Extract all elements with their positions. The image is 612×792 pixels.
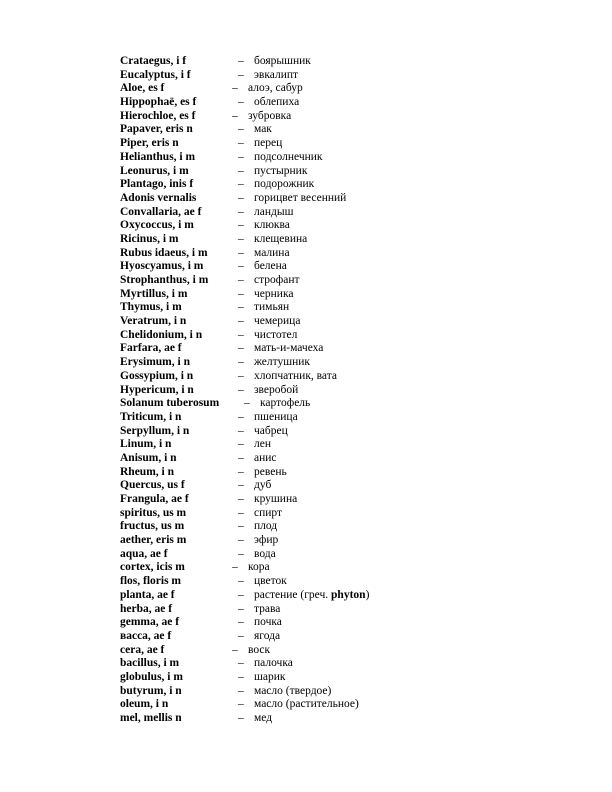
- list-item: [120, 671, 500, 685]
- russian-translation: [238, 479, 271, 493]
- translation-text: палочка: [254, 657, 293, 670]
- translation-text: зверобой: [254, 383, 299, 396]
- list-item: [120, 630, 500, 644]
- latin-term: globulus, i m: [120, 670, 183, 683]
- dash-separator: –: [238, 137, 244, 150]
- latin-term: Plantago, inis f: [120, 178, 194, 191]
- translation-text: пшеница: [254, 410, 298, 423]
- list-item: [120, 260, 500, 274]
- latin-term: Farfara, ae f: [120, 342, 182, 355]
- russian-translation: [238, 534, 278, 548]
- dash-separator: –: [238, 274, 244, 286]
- translation-text: зубровка: [248, 109, 292, 122]
- list-item: [120, 219, 500, 233]
- latin-term: Rubus idaeus, i m: [120, 246, 208, 259]
- latin-term: Solanum tuberosum: [120, 397, 220, 410]
- list-item: [120, 397, 500, 411]
- translation-text: перец: [254, 137, 283, 150]
- latin-term: Crataegus, i f: [120, 55, 187, 67]
- dash-separator: –: [238, 670, 244, 683]
- translation-text: чемерица: [254, 315, 301, 328]
- russian-translation: [238, 137, 282, 151]
- latin-term: Hippophaё, es f: [120, 96, 197, 109]
- translation-text: подсолнечник: [254, 150, 323, 163]
- latin-term: Veratrum, i n: [120, 315, 187, 328]
- list-item: [120, 110, 500, 124]
- translation-text: белена: [254, 260, 287, 273]
- russian-translation: [238, 411, 298, 425]
- dash-separator: –: [244, 397, 250, 410]
- translation-text: анис: [254, 451, 277, 464]
- russian-translation: [238, 219, 290, 233]
- translation-text: масло (растительное): [254, 698, 359, 711]
- list-item: [120, 616, 500, 630]
- latin-term: Rheum, i n: [120, 465, 174, 478]
- list-item: [120, 370, 500, 384]
- russian-translation: [238, 356, 310, 370]
- list-item: [120, 329, 500, 343]
- dash-separator: –: [238, 684, 244, 697]
- list-item: [120, 698, 500, 712]
- translation-text: лен: [254, 438, 271, 451]
- latin-term: Hypericum, i n: [120, 383, 194, 396]
- list-item: [120, 479, 500, 493]
- latin-term: Piper, eris n: [120, 137, 179, 150]
- russian-translation: [238, 329, 297, 343]
- dash-separator: –: [238, 219, 244, 232]
- russian-translation: [238, 589, 369, 603]
- russian-translation: [238, 425, 288, 439]
- russian-translation: [238, 698, 359, 712]
- translation-text: дуб: [254, 479, 272, 492]
- translation-text: мак: [254, 123, 272, 136]
- russian-translation: [238, 247, 290, 261]
- latin-term: Helianthus, i m: [120, 150, 196, 163]
- list-item: [120, 233, 500, 247]
- translation-text: строфант: [254, 274, 300, 286]
- list-item: [120, 561, 500, 575]
- list-item: [120, 438, 500, 452]
- dash-separator: –: [238, 315, 244, 328]
- latin-term: fructus, us m: [120, 520, 185, 533]
- russian-translation: [238, 603, 280, 617]
- translation-text: почка: [254, 616, 282, 629]
- translation-text: шарик: [254, 670, 286, 683]
- dash-separator: –: [238, 602, 244, 615]
- latin-term: Serpyllum, i n: [120, 424, 190, 437]
- translation-text: боярышник: [254, 55, 311, 67]
- list-item: [120, 123, 500, 137]
- translation-text: клещевина: [254, 232, 308, 245]
- list-item: [120, 69, 500, 83]
- list-item: [120, 425, 500, 439]
- list-item: [120, 548, 500, 562]
- dash-separator: –: [238, 369, 244, 382]
- list-item: [120, 411, 500, 425]
- list-item: [120, 55, 500, 69]
- russian-translation: [232, 110, 291, 124]
- translation-text: эвкалипт: [254, 68, 299, 81]
- russian-translation: [238, 466, 287, 480]
- dash-separator: –: [238, 96, 244, 109]
- russian-translation: [238, 206, 293, 220]
- vocabulary-list: [120, 55, 500, 726]
- list-item: [120, 589, 500, 603]
- translation-text-end: ): [365, 588, 370, 601]
- latin-term: Triticum, i n: [120, 410, 182, 423]
- russian-translation: [244, 397, 310, 411]
- translation-text: растение (греч.: [254, 588, 329, 601]
- dash-separator: –: [238, 698, 244, 711]
- translation-text: клюква: [254, 219, 290, 232]
- dash-separator: –: [238, 260, 244, 273]
- latin-term: cortex, icis m: [120, 561, 185, 574]
- dash-separator: –: [232, 561, 238, 574]
- russian-translation: [238, 384, 298, 398]
- russian-translation: [238, 288, 293, 302]
- dash-separator: –: [232, 109, 238, 122]
- latin-term: Oxycoccus, i m: [120, 219, 194, 232]
- translation-text: цветок: [254, 575, 287, 588]
- russian-translation: [238, 274, 300, 288]
- list-item: [120, 534, 500, 548]
- russian-translation: [238, 165, 307, 179]
- list-item: [120, 657, 500, 671]
- latin-term: herba, ae f: [120, 602, 173, 615]
- latin-term: Adonis vernalis: [120, 191, 197, 204]
- dash-separator: –: [238, 479, 244, 492]
- translation-text: чистотел: [254, 328, 298, 341]
- russian-translation: [238, 616, 282, 630]
- dash-separator: –: [238, 410, 244, 423]
- latin-term: Hierochloe, es f: [120, 109, 196, 122]
- russian-translation: [238, 685, 331, 699]
- dash-separator: –: [238, 164, 244, 177]
- translation-text: чабрец: [254, 424, 288, 437]
- list-item: [120, 603, 500, 617]
- dash-separator: –: [238, 506, 244, 519]
- list-item: [120, 685, 500, 699]
- latin-term: Strophanthus, i m: [120, 274, 209, 286]
- list-item: [120, 315, 500, 329]
- latin-term: Hyoscyamus, i m: [120, 260, 204, 273]
- translation-text: тимьян: [254, 301, 290, 314]
- list-item: [120, 165, 500, 179]
- russian-translation: [238, 657, 293, 671]
- russian-translation: [232, 644, 270, 658]
- latin-term: mel, mellis n: [120, 712, 182, 724]
- translation-text: картофель: [260, 397, 311, 410]
- translation-text: эфир: [254, 534, 279, 547]
- latin-term: Convallaria, ae f: [120, 205, 202, 218]
- latin-term: oleum, i n: [120, 698, 169, 711]
- latin-term: Gossypium, i n: [120, 369, 194, 382]
- list-item: [120, 384, 500, 398]
- russian-translation: [238, 671, 285, 685]
- dash-separator: –: [238, 68, 244, 81]
- translation-text: трава: [254, 602, 281, 615]
- translation-text: подорожник: [254, 178, 315, 191]
- russian-translation: [238, 96, 299, 110]
- dash-separator: –: [238, 191, 244, 204]
- list-item: [120, 493, 500, 507]
- russian-translation: [238, 151, 323, 165]
- list-item: [120, 192, 500, 206]
- translation-text: горицвет весенний: [254, 191, 347, 204]
- russian-translation: [232, 82, 303, 96]
- list-item: [120, 712, 500, 726]
- translation-text: мед: [254, 712, 273, 724]
- dash-separator: –: [238, 383, 244, 396]
- latin-term: aether, eris m: [120, 534, 187, 547]
- russian-translation: [238, 315, 300, 329]
- translation-text: малина: [254, 246, 290, 259]
- latin-term: Myrtillus, i m: [120, 287, 188, 300]
- translation-text: хлопчатник, вата: [254, 369, 338, 382]
- translation-text: кора: [248, 561, 270, 574]
- dash-separator: –: [238, 424, 244, 437]
- russian-translation: [238, 301, 289, 315]
- latin-term: Ricinus, i m: [120, 232, 179, 245]
- dash-separator: –: [232, 643, 238, 656]
- russian-translation: [238, 260, 287, 274]
- dash-separator: –: [238, 534, 244, 547]
- latin-term: cera, ae f: [120, 643, 165, 656]
- translation-text: алоэ, сабур: [248, 82, 303, 95]
- russian-translation: [238, 452, 277, 466]
- list-item: [120, 206, 500, 220]
- dash-separator: –: [238, 465, 244, 478]
- latin-term: Anisum, i n: [120, 451, 177, 464]
- dash-separator: –: [238, 356, 244, 369]
- list-item: [120, 301, 500, 315]
- latin-term: gemma, ae f: [120, 616, 180, 629]
- translation-text: крушина: [254, 493, 298, 505]
- list-item: [120, 452, 500, 466]
- dash-separator: –: [238, 616, 244, 629]
- list-item: [120, 644, 500, 658]
- dash-separator: –: [238, 328, 244, 341]
- list-item: [120, 178, 500, 192]
- list-item: [120, 82, 500, 96]
- dash-separator: –: [238, 287, 244, 300]
- translation-text: желтушник: [254, 356, 311, 369]
- latin-term: Erysimum, i n: [120, 356, 190, 369]
- list-item: [120, 342, 500, 356]
- dash-separator: –: [238, 205, 244, 218]
- translation-text: мать-и-мачеха: [254, 342, 324, 355]
- russian-translation: [238, 507, 282, 521]
- dash-separator: –: [238, 493, 244, 505]
- dash-separator: –: [238, 547, 244, 560]
- dash-separator: –: [238, 520, 244, 533]
- russian-translation: [238, 123, 272, 137]
- latin-term: bacillus, i m: [120, 657, 180, 670]
- dash-separator: –: [238, 657, 244, 670]
- dash-separator: –: [238, 232, 244, 245]
- russian-translation: [238, 438, 271, 452]
- latin-term: Thymus, i m: [120, 301, 182, 314]
- latin-term: planta, ae f: [120, 588, 175, 601]
- latin-term: Frangula, ae f: [120, 493, 189, 505]
- list-item: [120, 247, 500, 261]
- latin-term: butyrum, i n: [120, 684, 182, 697]
- latin-term: flos, floris m: [120, 575, 182, 588]
- translation-greek-term: phyton: [331, 588, 366, 601]
- dash-separator: –: [238, 451, 244, 464]
- list-item: [120, 575, 500, 589]
- russian-translation: [238, 342, 323, 356]
- translation-text: ревень: [254, 465, 287, 478]
- list-item: [120, 96, 500, 110]
- list-item: [120, 137, 500, 151]
- list-item: [120, 288, 500, 302]
- dash-separator: –: [238, 629, 244, 642]
- translation-text: ягода: [254, 629, 281, 642]
- translation-text: вода: [254, 547, 276, 560]
- latin-term: Linum, i n: [120, 438, 172, 451]
- russian-translation: [238, 233, 307, 247]
- translation-text: плод: [254, 520, 278, 533]
- translation-text: масло (твердое): [254, 684, 332, 697]
- list-item: [120, 466, 500, 480]
- dash-separator: –: [238, 438, 244, 451]
- latin-term: вacca, ae f: [120, 629, 172, 642]
- dash-separator: –: [238, 55, 244, 67]
- latin-term: Eucalyptus, i f: [120, 68, 191, 81]
- latin-term: Quercus, us f: [120, 479, 185, 492]
- translation-text: облепиха: [254, 96, 300, 109]
- russian-translation: [238, 575, 287, 589]
- dash-separator: –: [232, 82, 238, 95]
- dash-separator: –: [238, 123, 244, 136]
- list-item: [120, 520, 500, 534]
- latin-term: Papaver, eris n: [120, 123, 193, 136]
- russian-translation: [238, 630, 280, 644]
- dash-separator: –: [238, 246, 244, 259]
- russian-translation: [238, 520, 277, 534]
- russian-translation: [238, 69, 298, 83]
- dash-separator: –: [238, 150, 244, 163]
- list-item: [120, 274, 500, 288]
- list-item: [120, 151, 500, 165]
- dash-separator: –: [238, 575, 244, 588]
- dash-separator: –: [238, 342, 244, 355]
- latin-term: spiritus, us m: [120, 506, 187, 519]
- russian-translation: [238, 178, 314, 192]
- latin-term: Chelidonium, i n: [120, 328, 203, 341]
- translation-text: воск: [248, 643, 271, 656]
- list-item: [120, 356, 500, 370]
- translation-text: черника: [254, 287, 294, 300]
- latin-term: Leonurus, i m: [120, 164, 189, 177]
- russian-translation: [238, 712, 272, 726]
- latin-term: Aloe, es f: [120, 82, 165, 95]
- dash-separator: –: [238, 712, 244, 724]
- russian-translation: [238, 493, 297, 507]
- dash-separator: –: [238, 588, 244, 601]
- dash-separator: –: [238, 178, 244, 191]
- russian-translation: [238, 55, 311, 69]
- translation-text: ландыш: [254, 205, 294, 218]
- dash-separator: –: [238, 301, 244, 314]
- list-item: [120, 507, 500, 521]
- translation-text: пустырник: [254, 164, 308, 177]
- latin-term: aqua, ae f: [120, 547, 168, 560]
- russian-translation: [238, 548, 276, 562]
- translation-text: спирт: [254, 506, 283, 519]
- russian-translation: [238, 192, 346, 206]
- russian-translation: [238, 370, 337, 384]
- russian-translation: [232, 561, 270, 575]
